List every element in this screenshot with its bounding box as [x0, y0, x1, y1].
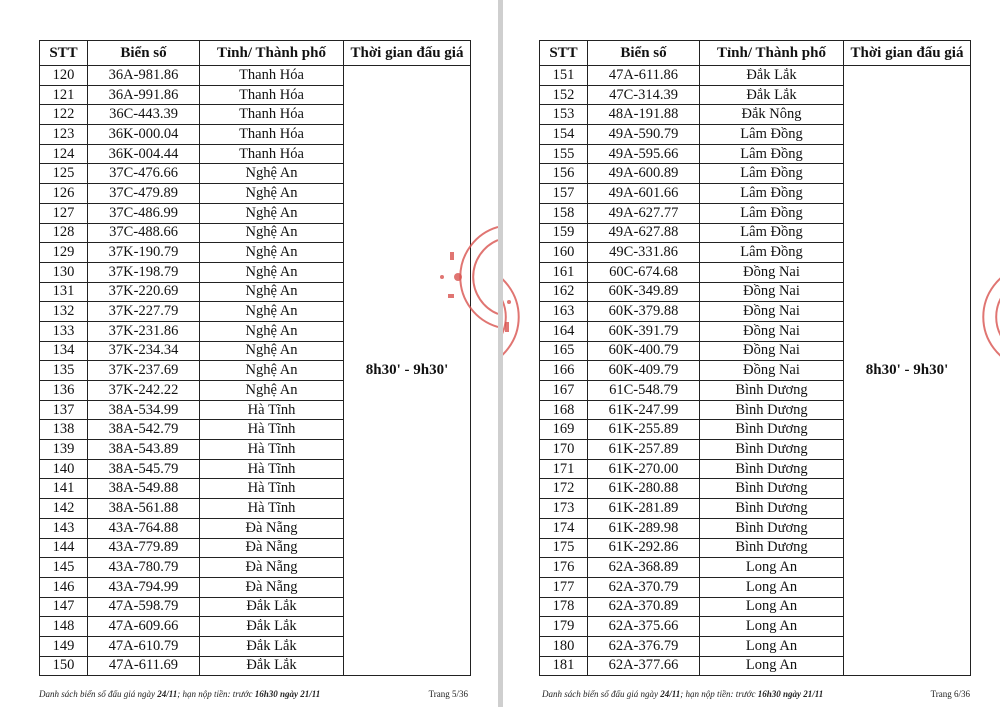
stt-cell: 140	[40, 459, 88, 479]
plate-cell: 60C-674.68	[588, 262, 700, 282]
stt-cell: 139	[40, 440, 88, 460]
province-cell: Long An	[700, 636, 844, 656]
plate-cell: 38A-543.89	[88, 440, 200, 460]
stt-cell: 179	[540, 617, 588, 637]
province-cell: Hà Tĩnh	[200, 479, 344, 499]
stt-cell: 150	[40, 656, 88, 676]
header-stt: STT	[540, 41, 588, 66]
stt-cell: 177	[540, 577, 588, 597]
province-cell: Long An	[700, 656, 844, 676]
stt-cell: 165	[540, 341, 588, 361]
province-cell: Đà Nẵng	[200, 577, 344, 597]
province-cell: Đà Nẵng	[200, 538, 344, 558]
plate-cell: 37K-242.22	[88, 381, 200, 401]
red-seal-stamp-icon	[981, 262, 1000, 372]
province-cell: Nghệ An	[200, 262, 344, 282]
province-cell: Đà Nẵng	[200, 558, 344, 578]
header-province: Tỉnh/ Thành phố	[700, 41, 844, 66]
stt-cell: 142	[40, 499, 88, 519]
stt-cell: 136	[40, 381, 88, 401]
province-cell: Nghệ An	[200, 223, 344, 243]
stt-cell: 121	[40, 85, 88, 105]
stt-cell: 144	[40, 538, 88, 558]
plate-cell: 47A-598.79	[88, 597, 200, 617]
plate-cell: 36C-443.39	[88, 105, 200, 125]
stt-cell: 120	[40, 66, 88, 86]
table-row	[540, 66, 971, 86]
header-stt: STT	[40, 41, 88, 66]
footer-auction-date: 24/11	[157, 689, 178, 699]
province-cell: Thanh Hóa	[200, 85, 344, 105]
province-cell: Đồng Nai	[700, 321, 844, 341]
auction-time-cell: 8h30' - 9h30'	[844, 66, 971, 676]
province-cell: Đồng Nai	[700, 302, 844, 322]
stt-cell: 154	[540, 125, 588, 145]
stt-cell: 158	[540, 203, 588, 223]
plate-cell: 38A-534.99	[88, 400, 200, 420]
province-cell: Bình Dương	[700, 440, 844, 460]
plate-cell: 37K-234.34	[88, 341, 200, 361]
province-cell: Đà Nẵng	[200, 518, 344, 538]
plate-cell: 61K-270.00	[588, 459, 700, 479]
province-cell: Đồng Nai	[700, 361, 844, 381]
table-body	[40, 66, 471, 676]
province-cell: Long An	[700, 617, 844, 637]
stt-cell: 151	[540, 66, 588, 86]
province-cell: Bình Dương	[700, 518, 844, 538]
plate-cell: 62A-370.89	[588, 597, 700, 617]
footer-note-text-2: ; hạn nộp tiền: trước	[177, 689, 255, 699]
province-cell: Long An	[700, 558, 844, 578]
stt-cell: 125	[40, 164, 88, 184]
province-cell: Bình Dương	[700, 381, 844, 401]
plate-cell: 37C-486.99	[88, 203, 200, 223]
province-cell: Đắk Lắk	[200, 597, 344, 617]
province-cell: Nghệ An	[200, 184, 344, 204]
stt-cell: 137	[40, 400, 88, 420]
plate-cell: 38A-549.88	[88, 479, 200, 499]
plate-cell: 62A-375.66	[588, 617, 700, 637]
province-cell: Lâm Đồng	[700, 223, 844, 243]
province-cell: Thanh Hóa	[200, 125, 344, 145]
plate-cell: 47A-610.79	[88, 636, 200, 656]
plate-cell: 36A-981.86	[88, 66, 200, 86]
province-cell: Hà Tĩnh	[200, 440, 344, 460]
plate-cell: 36A-991.86	[88, 85, 200, 105]
plate-cell: 62A-376.79	[588, 636, 700, 656]
province-cell: Hà Tĩnh	[200, 499, 344, 519]
province-cell: Lâm Đồng	[700, 144, 844, 164]
plate-cell: 37K-198.79	[88, 262, 200, 282]
stt-cell: 166	[540, 361, 588, 381]
header-time: Thời gian đấu giá	[844, 41, 971, 66]
plate-cell: 36K-004.44	[88, 144, 200, 164]
province-cell: Nghệ An	[200, 164, 344, 184]
stt-cell: 160	[540, 243, 588, 263]
province-cell: Đắk Lắk	[200, 656, 344, 676]
table-body	[540, 66, 971, 676]
province-cell: Bình Dương	[700, 479, 844, 499]
plate-cell: 38A-542.79	[88, 420, 200, 440]
table-row	[40, 66, 471, 86]
stt-cell: 176	[540, 558, 588, 578]
plate-cell: 49A-600.89	[588, 164, 700, 184]
footer-note-text: Danh sách biển số đấu giá ngày	[542, 689, 661, 699]
province-cell: Nghệ An	[200, 361, 344, 381]
plate-cell: 43A-779.89	[88, 538, 200, 558]
stt-cell: 130	[40, 262, 88, 282]
stt-cell: 134	[40, 341, 88, 361]
plate-cell: 49A-590.79	[588, 125, 700, 145]
stt-cell: 127	[40, 203, 88, 223]
province-cell: Bình Dương	[700, 538, 844, 558]
province-cell: Đồng Nai	[700, 341, 844, 361]
plate-cell: 60K-400.79	[588, 341, 700, 361]
province-cell: Long An	[700, 577, 844, 597]
plate-cell: 37K-237.69	[88, 361, 200, 381]
province-cell: Thanh Hóa	[200, 144, 344, 164]
stt-cell: 157	[540, 184, 588, 204]
stt-cell: 175	[540, 538, 588, 558]
plate-cell: 60K-391.79	[588, 321, 700, 341]
stt-cell: 174	[540, 518, 588, 538]
page-number: Trang 5/36	[428, 689, 468, 699]
plate-table	[39, 40, 471, 676]
plate-cell: 47A-611.86	[588, 66, 700, 86]
stt-cell: 138	[40, 420, 88, 440]
province-cell: Bình Dương	[700, 400, 844, 420]
province-cell: Long An	[700, 597, 844, 617]
stt-cell: 128	[40, 223, 88, 243]
plate-cell: 37K-190.79	[88, 243, 200, 263]
plate-cell: 49A-595.66	[588, 144, 700, 164]
header-province: Tỉnh/ Thành phố	[200, 41, 344, 66]
stt-cell: 145	[40, 558, 88, 578]
red-seal-stamp-icon	[428, 222, 498, 332]
stt-cell: 129	[40, 243, 88, 263]
province-cell: Đồng Nai	[700, 262, 844, 282]
plate-cell: 49A-627.88	[588, 223, 700, 243]
document-page-right	[503, 0, 1000, 707]
province-cell: Hà Tĩnh	[200, 459, 344, 479]
plate-cell: 38A-561.88	[88, 499, 200, 519]
plate-cell: 43A-780.79	[88, 558, 200, 578]
footer-note-text-2: ; hạn nộp tiền: trước	[680, 689, 758, 699]
stt-cell: 147	[40, 597, 88, 617]
stt-cell: 169	[540, 420, 588, 440]
stt-cell: 167	[540, 381, 588, 401]
province-cell: Đắk Lắk	[700, 85, 844, 105]
plate-cell: 47A-611.69	[88, 656, 200, 676]
province-cell: Nghệ An	[200, 381, 344, 401]
page-number: Trang 6/36	[930, 689, 970, 699]
province-cell: Bình Dương	[700, 459, 844, 479]
stt-cell: 159	[540, 223, 588, 243]
stt-cell: 173	[540, 499, 588, 519]
plate-cell: 60K-349.89	[588, 282, 700, 302]
plate-cell: 47A-609.66	[88, 617, 200, 637]
plate-cell: 37C-488.66	[88, 223, 200, 243]
table-header-row	[40, 41, 471, 66]
plate-cell: 61C-548.79	[588, 381, 700, 401]
plate-cell: 49C-331.86	[588, 243, 700, 263]
stt-cell: 168	[540, 400, 588, 420]
stt-cell: 148	[40, 617, 88, 637]
plate-cell: 49A-627.77	[588, 203, 700, 223]
stt-cell: 180	[540, 636, 588, 656]
stt-cell: 156	[540, 164, 588, 184]
plate-cell: 37K-231.86	[88, 321, 200, 341]
province-cell: Nghệ An	[200, 243, 344, 263]
stt-cell: 135	[40, 361, 88, 381]
stt-cell: 126	[40, 184, 88, 204]
plate-cell: 61K-257.89	[588, 440, 700, 460]
plate-cell: 37K-227.79	[88, 302, 200, 322]
footer-note-text: Danh sách biển số đấu giá ngày	[39, 689, 158, 699]
province-cell: Lâm Đồng	[700, 203, 844, 223]
stt-cell: 171	[540, 459, 588, 479]
stt-cell: 161	[540, 262, 588, 282]
stt-cell: 143	[40, 518, 88, 538]
stt-cell: 149	[40, 636, 88, 656]
province-cell: Nghệ An	[200, 302, 344, 322]
plate-cell: 62A-368.89	[588, 558, 700, 578]
footer-auction-date: 24/11	[660, 689, 681, 699]
stt-cell: 163	[540, 302, 588, 322]
plate-cell: 49A-601.66	[588, 184, 700, 204]
province-cell: Lâm Đồng	[700, 243, 844, 263]
plate-cell: 62A-370.79	[588, 577, 700, 597]
footer-note	[39, 689, 320, 699]
province-cell: Hà Tĩnh	[200, 400, 344, 420]
plate-cell: 37C-479.89	[88, 184, 200, 204]
plate-cell: 61K-289.98	[588, 518, 700, 538]
plate-cell: 43A-764.88	[88, 518, 200, 538]
stt-cell: 141	[40, 479, 88, 499]
stt-cell: 132	[40, 302, 88, 322]
province-cell: Đắk Lắk	[200, 636, 344, 656]
stt-cell: 153	[540, 105, 588, 125]
footer-deadline: 16h30 ngày 21/11	[757, 689, 824, 699]
plate-cell: 62A-377.66	[588, 656, 700, 676]
province-cell: Thanh Hóa	[200, 66, 344, 86]
province-cell: Hà Tĩnh	[200, 420, 344, 440]
plate-cell: 47C-314.39	[588, 85, 700, 105]
stt-cell: 133	[40, 321, 88, 341]
plate-cell: 36K-000.04	[88, 125, 200, 145]
stt-cell: 122	[40, 105, 88, 125]
stt-cell: 146	[40, 577, 88, 597]
province-cell: Nghệ An	[200, 203, 344, 223]
footer-deadline: 16h30 ngày 21/11	[254, 689, 321, 699]
province-cell: Đắk Nông	[700, 105, 844, 125]
stt-cell: 170	[540, 440, 588, 460]
plate-cell: 37C-476.66	[88, 164, 200, 184]
auction-time-cell: 8h30' - 9h30'	[344, 66, 471, 676]
province-cell: Nghệ An	[200, 341, 344, 361]
stt-cell: 123	[40, 125, 88, 145]
stt-cell: 152	[540, 85, 588, 105]
stt-cell: 178	[540, 597, 588, 617]
stt-cell: 162	[540, 282, 588, 302]
province-cell: Đồng Nai	[700, 282, 844, 302]
plate-cell: 60K-409.79	[588, 361, 700, 381]
header-plate: Biển số	[588, 41, 700, 66]
plate-cell: 48A-191.88	[588, 105, 700, 125]
province-cell: Nghệ An	[200, 321, 344, 341]
plate-cell: 61K-280.88	[588, 479, 700, 499]
stt-cell: 181	[540, 656, 588, 676]
province-cell: Lâm Đồng	[700, 125, 844, 145]
province-cell: Bình Dương	[700, 420, 844, 440]
plate-cell: 43A-794.99	[88, 577, 200, 597]
province-cell: Thanh Hóa	[200, 105, 344, 125]
province-cell: Bình Dương	[700, 499, 844, 519]
plate-cell: 37K-220.69	[88, 282, 200, 302]
stt-cell: 164	[540, 321, 588, 341]
plate-table	[539, 40, 971, 676]
table-header-row	[540, 41, 971, 66]
stt-cell: 155	[540, 144, 588, 164]
stt-cell: 131	[40, 282, 88, 302]
stt-cell: 124	[40, 144, 88, 164]
province-cell: Lâm Đồng	[700, 184, 844, 204]
province-cell: Nghệ An	[200, 282, 344, 302]
province-cell: Lâm Đồng	[700, 164, 844, 184]
plate-cell: 38A-545.79	[88, 459, 200, 479]
footer-note	[542, 689, 823, 699]
province-cell: Đắk Lắk	[700, 66, 844, 86]
plate-cell: 61K-255.89	[588, 420, 700, 440]
plate-cell: 61K-281.89	[588, 499, 700, 519]
plate-cell: 60K-379.88	[588, 302, 700, 322]
header-plate: Biển số	[88, 41, 200, 66]
province-cell: Đắk Lắk	[200, 617, 344, 637]
plate-cell: 61K-292.86	[588, 538, 700, 558]
document-page-left	[0, 0, 498, 707]
stt-cell: 172	[540, 479, 588, 499]
header-time: Thời gian đấu giá	[344, 41, 471, 66]
plate-cell: 61K-247.99	[588, 400, 700, 420]
